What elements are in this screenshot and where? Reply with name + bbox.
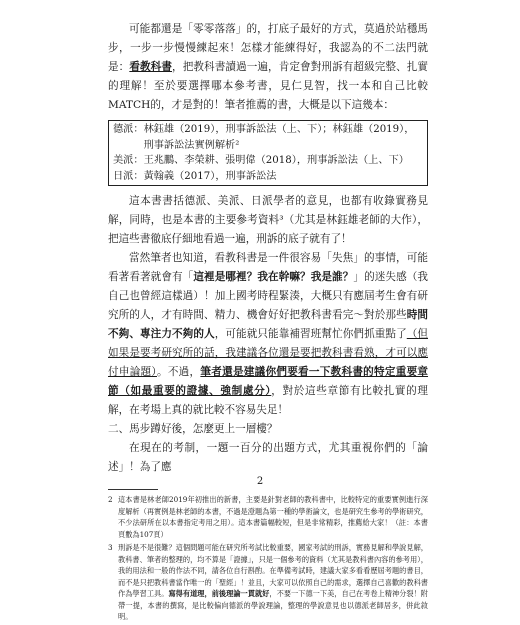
advice-text-4: 。不過， bbox=[156, 366, 201, 378]
intro-text-b: ，把教科書讀過一遍，肯定會對刑訴有超級完整、扎實的理解！至於要選擇哪本參考書，見仁見智，找一本和自己比較MATCH的，才是對的！筆者推薦的書，大概是以下這幾本： bbox=[108, 61, 429, 111]
footnote-text-tail: ，不要一下德一下美，自己在考卷上精神分裂！附帶一提，本書的撰寫，是比較偏向德派的學說理論，整理的學說意見也以德派老師居多，併此敘明。 bbox=[118, 589, 428, 621]
footnote-2 bbox=[108, 494, 428, 540]
advice-text-3: ，可能就只能靠補習班幫忙你們抓重點了 bbox=[214, 328, 407, 340]
book-row-japanese bbox=[113, 169, 423, 185]
book-school-label: 美派： bbox=[113, 155, 144, 166]
paragraph-textbook-advice bbox=[108, 249, 428, 420]
advice-underline-graduate: （但如果是要考研究所的話，我建議各位還是要把教科書看熟，才可以應付申論題） bbox=[108, 328, 429, 378]
book-row-german bbox=[113, 122, 423, 153]
book-titles: 王兆鵬、李榮耕、張明偉（2018），刑事訴訟法（上、下） bbox=[143, 155, 409, 166]
book-titles: 黃翰義（2017），刑事訴訟法 bbox=[143, 170, 277, 182]
advice-bold-underline-chapters: 筆者還是建議你們要看一下教科書的特定重要章節（如最重要的證據、強制處分） bbox=[108, 366, 429, 397]
page-number: 2 bbox=[256, 476, 264, 487]
paragraph-books-summary: 這本書書括德派、美派、日派學者的意見，也都有收錄實務見解，同時，也是本書的主要參考資料³（尤其是林鈺雄老師的大作），把這些書徹底仔細地看過一遍，刑訴的底子就有了！ bbox=[108, 195, 428, 245]
intro-text-a: 可能都還是「零零落落」的，打底子最好的方式，莫過於站穩馬步，一步一步慢慢練起來！怎樣才能練得好，我認為的不二法門就是： bbox=[108, 23, 428, 73]
advice-text-5: ，對於這些章節有比較扎實的理解，在考場上真的就比較不容易失足！ bbox=[108, 385, 429, 416]
footnote-3 bbox=[108, 542, 428, 623]
recommended-books-box bbox=[108, 120, 428, 186]
footnote-number: 2 bbox=[108, 495, 113, 504]
footnote-text: 這本書是林老師2019年初推出的新書，主要是針對老師的教科書中，比較特定的重要實例進行深度解析（再實例是林老師的本書，不過是澄題為第一種的學術論文，也是研究生參考的學術研究，不少法研所在以本書指定考用之用）。這本書篇幅較短，但是非常精彩，推薦給大家！（註：本書頁數為107頁） bbox=[118, 495, 428, 539]
footnote-divider bbox=[108, 489, 158, 490]
section-heading: 二、馬步蹲好後，怎麼更上一層樓？ bbox=[108, 423, 278, 435]
book-row-american bbox=[113, 153, 423, 169]
footnote-bold: 寫得有道理，前後理論一貫就好 bbox=[168, 589, 270, 598]
advice-bold-time: 時間不夠、專注力不夠的人 bbox=[108, 309, 428, 340]
intro-bold-textbook: 看教科書 bbox=[129, 61, 173, 73]
footnote-text bbox=[118, 542, 428, 623]
advice-text-2: 」的迷失感（我自己也曾經這樣過）！加上國考時程緊湊，大概只有應屆考生會有研究所的人，才有時間、精力、機會好好把教科書看完～對於那些 bbox=[108, 271, 429, 321]
advice-bold-lost: 這裡是哪裡？我在幹嘛？我是誰？ bbox=[193, 271, 354, 283]
footnote-number: 3 bbox=[108, 543, 113, 552]
book-school-label: 日派： bbox=[113, 170, 144, 182]
advice-text-1: 當然筆者也知道，看教科書是一件很容易「失焦」的事情，可能看著看著就會有「 bbox=[108, 252, 428, 283]
footnote-text-main: 刑訴是不是很難？這個問題可能在研究所考試比較重要，國家考試的刑訴，實務見解和學說見解，教科書、筆者的整理的，均不算是「證據」，只是一個參考的資料（尤其是教科書內容的參考用），我的用法和一般的作法不同，請各位自行斟酌。在準備考試時，建議大家多看看歷屆考題的書目，而不是只把教科書當作唯一的「聖經」！並且，大家可以依照自己的需求，選擇自己喜歡的教科書作為學習工具。 bbox=[118, 543, 428, 598]
paragraph-intro bbox=[108, 20, 428, 115]
book-titles: 林鈺雄（2019），刑事訴訟法（上、下）；林鈺雄（2019），刑事訴訟法實例解析² bbox=[143, 124, 415, 151]
book-school-label: 德派： bbox=[113, 124, 144, 135]
paragraph-exam-format: 在現在的考制，一題一百分的出題方式，尤其重視你們的「論述」！為了應 bbox=[108, 442, 428, 473]
page-content bbox=[108, 20, 428, 625]
